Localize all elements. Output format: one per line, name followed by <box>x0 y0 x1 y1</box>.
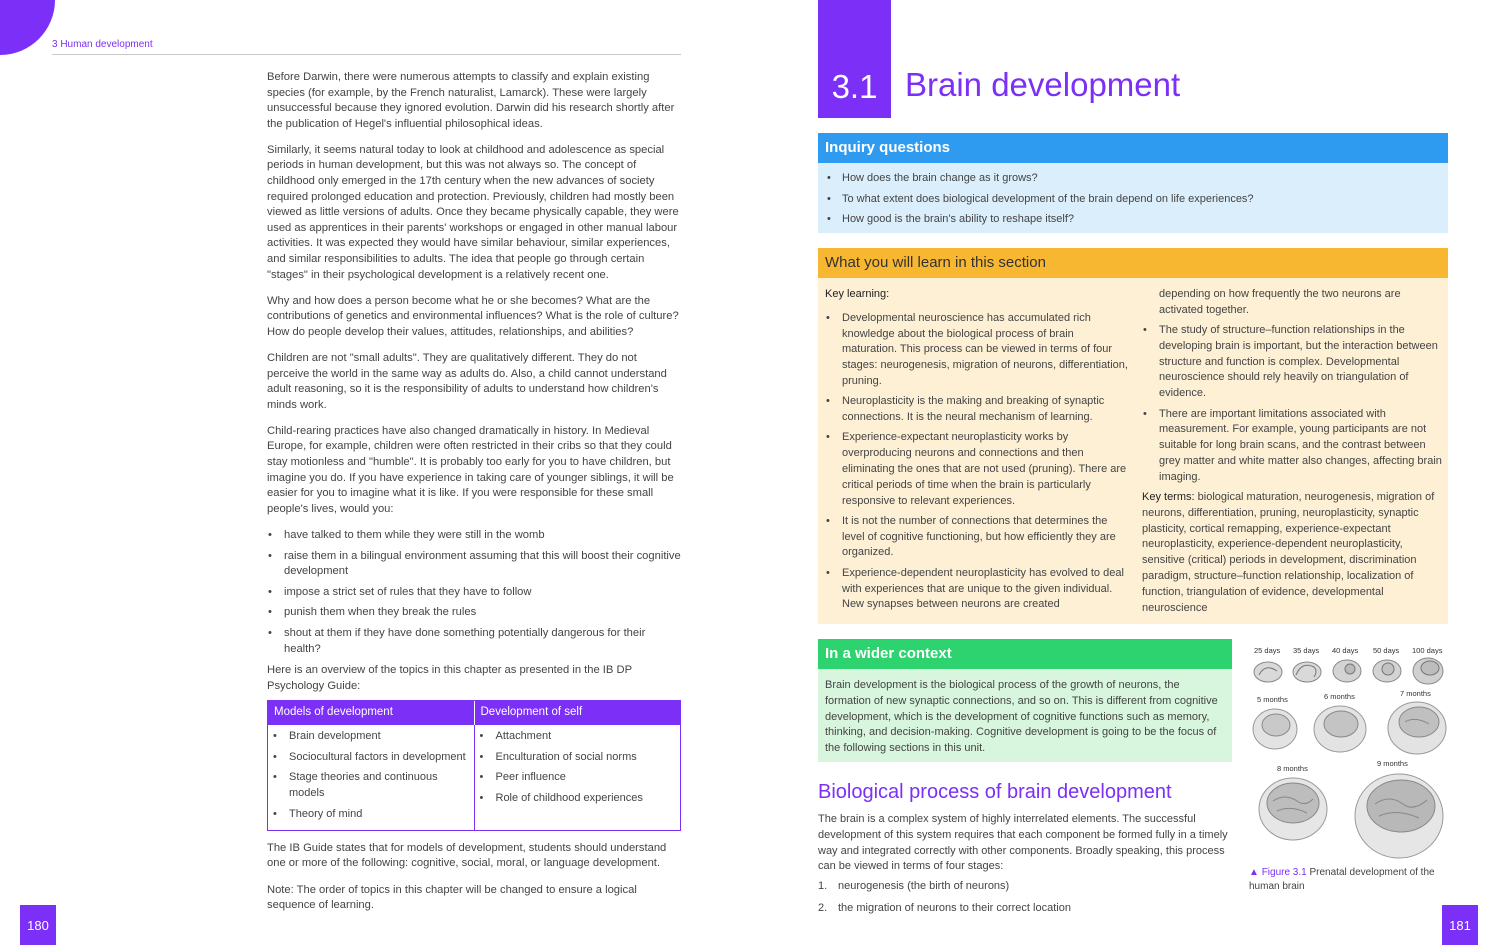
paragraph: Note: The order of topics in this chapter will be changed to ensure a logical sequence of learning. <box>267 883 637 912</box>
topics-table <box>267 700 681 831</box>
learning-item-continued: depending on how frequently the two neurons are activated together. <box>1159 288 1401 316</box>
paragraph: Child-rearing practices have also changed dramatically in history. In Medieval Europe, for example, children were often restricted in their cribs so that they could stay motionless and "humble". It is probably too early for you to have children, but imagine you do. If you have experience in taking care of younger siblings, it will be easier for you to imagine what it is like. If you were responsible for these small people's lives, would you: <box>267 424 674 515</box>
table-cell-item: • Enculturation of social norms <box>479 750 677 766</box>
key-terms <box>1142 490 1444 616</box>
learning-item: • Experience-dependent neuroplasticity has evolved to deal with experiences that are unique to the given individual. New synapses between neurons are created <box>825 566 1131 613</box>
overview-intro: Here is an overview of the topics in this chapter as presented in the IB DP Psychology Guide: <box>267 664 632 692</box>
key-learning-label: Key learning: <box>825 288 890 300</box>
fetal-brain-9-months-icon <box>1351 768 1447 862</box>
learning-item: • Developmental neuroscience has accumulated rich knowledge about the biological process of brain maturation. This process can be viewed in terms of four stages: neurogenesis, migration of neurons, differentiation, pruning. <box>825 311 1131 390</box>
paragraph: The IB Guide states that for models of development, students should understand one or more of the following: cognitive, social, moral, or language development. <box>267 841 667 870</box>
learning-box <box>818 248 1448 624</box>
paragraph: Before Darwin, there were numerous attempts to classify and explain existing species (for example, by the French naturalist, Lamarck). These were largely unsuccessful because they ignored evolution. Darwin did his research shortly after the publication of Hegel's influential philosophical ideas. <box>267 71 675 130</box>
inquiry-heading: Inquiry questions <box>818 133 1448 163</box>
key-terms-list: biological maturation, neurogenesis, migration of neurons, differentiation, pruning, neuroplasticity, synaptic plasticity, cortical remapping, experience-expectant neuroplasticity, experience-dependent neuroplasticity, sensitive (critical) periods in development, discrimination paradigm, structure–function relationship, localization of function, triangulation of evidence, developmental neuroscience <box>1142 491 1435 614</box>
key-learning-list <box>825 311 1131 613</box>
list-item <box>818 879 1232 895</box>
wider-context-box <box>818 639 1232 762</box>
stage-label: 5 months <box>1257 695 1288 704</box>
topics-table-header <box>268 701 680 725</box>
section-title: Brain development <box>905 66 1181 103</box>
table-cell-item: • Sociocultural factors in development <box>272 750 470 766</box>
list-item <box>818 901 1232 917</box>
fetal-brain-5-months-icon <box>1250 705 1300 753</box>
table-header-models: Models of development <box>268 701 475 725</box>
table-cell-item: • Attachment <box>479 729 677 745</box>
fetal-brain-8-months-icon <box>1255 773 1331 845</box>
key-learning-list-continued <box>1142 323 1444 485</box>
embryo-35-days-icon <box>1290 657 1324 685</box>
page-number-right: 181 <box>1442 905 1478 945</box>
caption-triangle-icon: ▲ <box>1249 867 1259 878</box>
list-item: • impose a strict set of rules that they have to follow <box>267 585 681 601</box>
wider-context-heading: In a wider context <box>818 639 1232 669</box>
fetal-brain-6-months-icon <box>1311 702 1369 756</box>
subsection-body <box>818 812 1232 924</box>
embryo-25-days-icon <box>1251 657 1285 685</box>
stage-label: 9 months <box>1377 759 1408 768</box>
learning-item: • Neuroplasticity is the making and breaking of synaptic connections. It is the neural mechanism of learning. <box>825 394 1131 426</box>
key-terms-label: Key terms: <box>1142 491 1195 504</box>
page-number-left: 180 <box>20 905 56 945</box>
figure-label: Figure 3.1 <box>1261 867 1307 878</box>
fetal-brain-7-months-icon <box>1385 698 1449 758</box>
table-cell-item: • Role of childhood experiences <box>479 791 677 807</box>
question-list <box>267 528 681 657</box>
learning-item: • There are important limitations associated with measurement. For example, young participants are not suitable for long brain scans, and the contrast between grey matter and white matter also changes, affecting brain imaging. <box>1142 407 1444 486</box>
list-item: • have talked to them while they were still in the womb <box>267 528 681 544</box>
embryo-100-days-icon <box>1410 655 1446 687</box>
embryo-50-days-icon <box>1370 657 1404 685</box>
inquiry-item: • How good is the brain's ability to reshape itself? <box>826 212 1448 227</box>
stage-label: 50 days <box>1373 646 1400 655</box>
section-number-tab: 3.1 <box>818 0 891 118</box>
self-list <box>475 725 681 830</box>
paragraph: Similarly, it seems natural today to look at childhood and adolescence as special periods in human development, but this was not always so. The concept of childhood only emerged in the 17th century when the new advances of society required prolonged education and protection. Previously, children had mostly been viewed as little versions of adults. Once they became physically capable, they were used as apprentices in their parents' workshops or engaged in other manual labour activities. It was expected they would have similar behaviour, similar experiences, and similar responsibilities to adults. The idea that people go through certain "stages" in their psychological development is a relatively recent one. <box>267 143 679 281</box>
stage-label: 8 months <box>1277 764 1308 773</box>
table-cell-item: • Stage theories and continuous models <box>272 770 470 802</box>
learning-item: • Experience-expectant neuroplasticity works by overproducing neurons and connections and then eliminating the ones that are not used (pruning). There are critical periods of time when the brain is particularly responsive to relevant experiences. <box>825 430 1131 509</box>
list-text: the migration of neurons to their correct location <box>838 902 1071 915</box>
stage-label: 35 days <box>1293 646 1320 655</box>
list-text: neurogenesis (the birth of neurons) <box>838 880 1010 893</box>
table-header-self: Development of self <box>480 706 583 719</box>
list-number: 2. <box>818 902 828 915</box>
table-cell-item: • Peer influence <box>479 770 677 786</box>
models-list <box>268 725 475 830</box>
learning-item: • It is not the number of connections that determines the level of cognitive functioning, but how efficiently they are organized. <box>825 514 1131 561</box>
list-item: • raise them in a bilingual environment assuming that this will boost their cognitive development <box>267 549 681 580</box>
paragraph: Why and how does a person become what he or she becomes? What are the contributions of genetics and environmental influences? What is the role of culture? How do people develop their values, attitudes, relationships, and abilities? <box>267 294 679 338</box>
stages-list <box>818 879 1232 917</box>
left-page-body <box>267 70 681 924</box>
header-rule <box>52 54 681 55</box>
table-cell-item: • Theory of mind <box>272 807 470 823</box>
list-number: 1. <box>818 880 828 893</box>
paragraph: The brain is a complex system of highly interrelated elements. The successful development of this system requires that each component be formed fully in a timely way and integrated correctly with other components. Broadly speaking, this process can be viewed in terms of four stages: <box>818 813 1228 873</box>
inquiry-questions-box <box>818 133 1448 233</box>
embryo-40-days-icon <box>1330 657 1364 685</box>
list-item: • shout at them if they have done something potentially dangerous for their health? <box>267 626 681 657</box>
learning-heading: What you will learn in this section <box>818 248 1448 278</box>
stage-label: 40 days <box>1332 646 1359 655</box>
inquiry-item: • To what extent does biological development of the brain depend on life experiences? <box>826 192 1448 207</box>
wider-context-text: Brain development is the biological process of the growth of neurons, the formation of new synaptic connections, and so on. This is different from cognitive development, which is the development of cognitive functions such as memory, thinking, and decision-making. Cognitive development is going to be the focus of the following sections in this unit. <box>825 679 1218 755</box>
inquiry-list <box>818 163 1448 227</box>
stage-label: 25 days <box>1254 646 1281 655</box>
topics-table-body <box>268 725 680 830</box>
inquiry-item: • How does the brain change as it grows? <box>826 171 1448 186</box>
figure-caption <box>1249 866 1454 894</box>
learning-left-column <box>825 287 1131 618</box>
subsection-title: Biological process of brain development <box>818 781 1172 803</box>
table-cell-item: • Brain development <box>272 729 470 745</box>
stage-label: 100 days <box>1412 646 1443 655</box>
brain-development-figure <box>1245 640 1455 870</box>
paragraph: Children are not "small adults". They are qualitatively different. They do not perceive the world in the same way as adults do. Also, a child cannot understand adult reasoning, so it is the responsibility of adults to understand how children's minds work. <box>267 352 667 411</box>
learning-right-column <box>1142 287 1444 616</box>
corner-decoration <box>0 0 55 55</box>
list-item: • punish them when they break the rules <box>267 605 681 621</box>
stage-label: 6 months <box>1324 692 1355 701</box>
learning-item: • The study of structure–function relationships in the developing brain is important, but the interaction between structure and function is complex. Developmental neuroscience should rely heavily on triangulation of evidence. <box>1142 323 1444 402</box>
stage-label: 7 months <box>1400 689 1431 698</box>
figure-caption-text: Prenatal development of the human brain <box>1249 867 1435 892</box>
running-head: 3 Human development <box>52 39 153 50</box>
